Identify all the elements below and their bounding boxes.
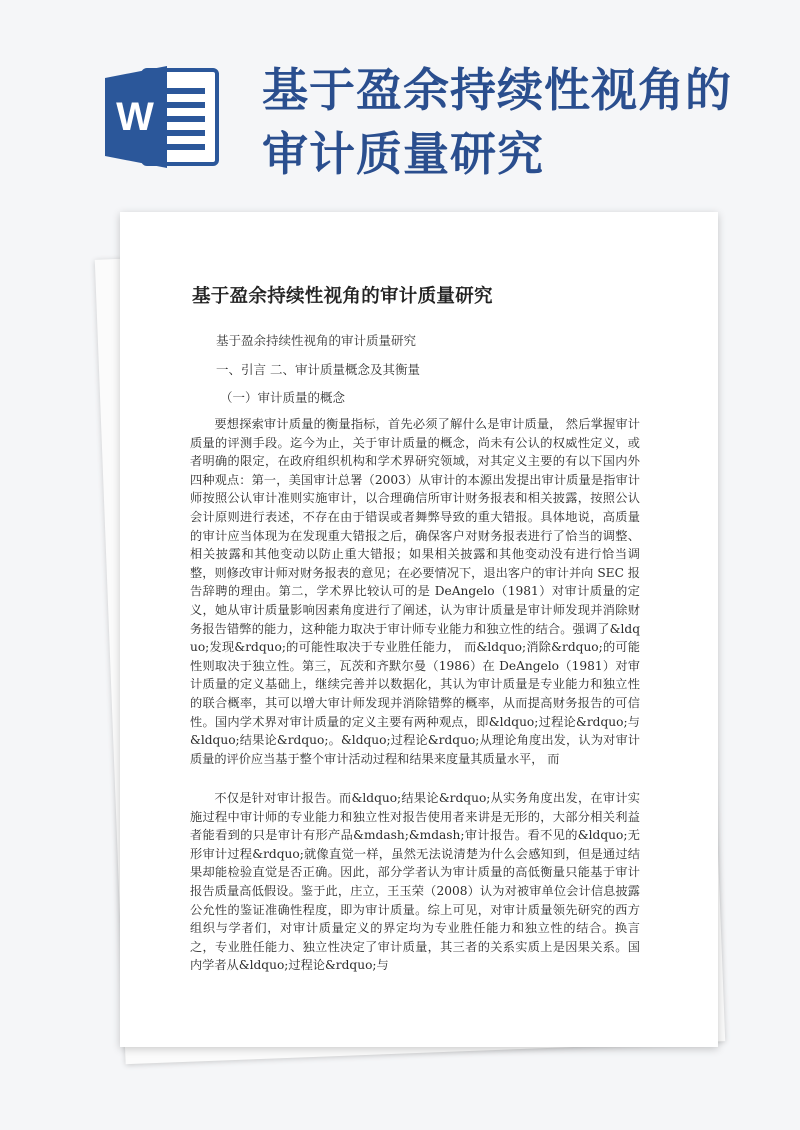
- word-doc-icon: [103, 64, 221, 170]
- document-page: [120, 212, 718, 1047]
- document-title: 基于盈余持续性视角的审计质量研究: [192, 286, 493, 307]
- body-paragraph-1: 要想探索审计质量的衡量指标，首先必须了解什么是审计质量， 然后掌握审计质量的评测手段。迄今为止，关于审计质量的概念，尚未有公认的权威性定义，或者明确的限定，在政府组织机构和学术界研究领域，对其定义主要的有以下国内外四种观点：第一，美国审计总署（2003）从审计的本源出发提出审计质量是指审计师按照公认审计准则实施审计，以合理确信所审计财务报表和相关披露，按照公认会计原则进行表述，不存在由于错误或者舞弊导致的重大错报。具体地说，高质量的审计应当体现为在发现重大错报之后，确保客户对财务报表进行了恰当的调整、相关披露和其他变动以防止重大错报；如果相关披露和其他变动没有进行恰当调整，则修改审计师对财务报表的意见；在必要情况下，退出客户的审计并向 SEC 报告辞聘的理由。第二，学术界比较认可的是 DeAngelo（1981）对审计质量的定义，她从审计质量影响因素角度进行了阐述，认为审计质量是审计师发现并消除财务报告错弊的能力，这种能力取决于审计师专业能力和独立性的结合。强调了&ldquo;发现&rdquo;的可能性取决于专业胜任能力， 而&ldquo;消除&rdquo;的可能性则取决于独立性。第三，瓦茨和齐默尔曼（1986）在 DeAngelo（1981）对审计质量的定义基础上，继续完善并以数据化，其认为审计质量是专业能力和独立性的联合概率，其可以增大审计师发现并消除错弊的概率，从而提高财务报告的可信性。国内学术界对审计质量的定义主要有两种观点，即&ldquo;过程论&rdquo;与&ldquo;结果论&rdquo;。&ldquo;过程论&rdquo;从理论角度出发，认为对审计质量的评价应当基于整个审计活动过程和结果来度量其质量水平， 而: [190, 417, 640, 766]
- body-paragraph-2: 不仅是针对审计报告。而&ldquo;结果论&rdquo;从实务角度出发，在审计实施过程中审计师的专业能力和独立性对报告使用者来讲是无形的，大部分相关利益者能看到的只是审计有形产品&mdash;&mdash;审计报告。看不见的&ldquo;无形审计过程&rdquo;就像直觉一样，虽然无法说清楚为什么会感知到，但是通过结果却能检验直觉是否正确。因此，部分学者认为审计质量的高低衡量只能基于审计报告质量高低假设。鉴于此，庄立，王玉荣（2008）认为对被审单位会计信息披露公允性的鉴证准确性程度，即为审计质量。综上可见，对审计质量领先研究的西方组织与学者们，对审计质量定义的界定均为专业胜任能力和独立性的结合。换言之，专业胜任能力、独立性决定了审计质量，其三者的关系实质上是因果关系。国内学者从&ldquo;过程论&rdquo;与: [190, 791, 640, 973]
- page-title-line-1: 基于盈余持续性视角的: [262, 63, 732, 117]
- document-toc: 一、引言 二、审计质量概念及其衡量: [216, 362, 420, 377]
- document-subtitle: 基于盈余持续性视角的审计质量研究: [216, 333, 417, 348]
- section-heading: （一）审计质量的概念: [220, 390, 346, 405]
- page-title: [262, 58, 782, 186]
- logo-letter: W: [116, 95, 154, 139]
- page-title-line-2: 审计质量研究: [262, 127, 544, 181]
